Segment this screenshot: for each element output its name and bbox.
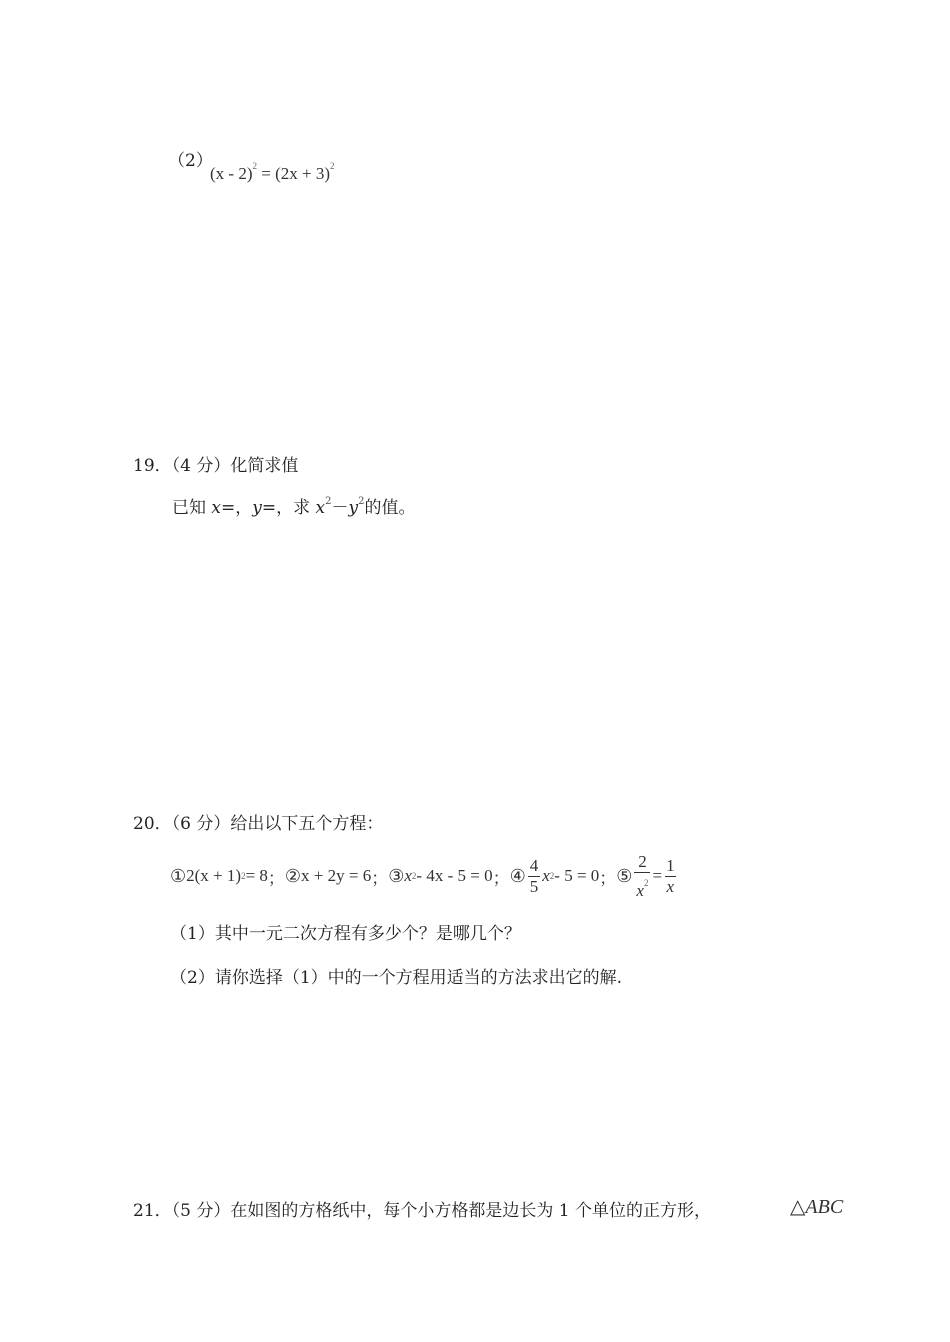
q18-lhs: (x - 2) xyxy=(210,164,253,183)
q19-expr-y: y xyxy=(348,498,359,518)
q21-heading xyxy=(133,1196,711,1221)
q21-text: （5 分）在如图的方格纸中，每个小方格都是边长为 1 个单位的正方形， xyxy=(171,1201,711,1221)
q21-triangle-abc: △ABC xyxy=(790,1196,844,1218)
q20-eq1-rhs: = 8 xyxy=(245,866,268,885)
q20-eq4-exponent: 2 xyxy=(549,871,555,881)
q20-equations-line xyxy=(170,850,679,902)
q19-body xyxy=(172,493,415,518)
q19-sep1: ， xyxy=(235,498,253,518)
q19-y-given: y= xyxy=(252,498,277,518)
q20-eq5-equals: = xyxy=(652,866,663,885)
q18-equals: = xyxy=(256,164,276,183)
q19-expr-minus: － xyxy=(331,498,349,518)
q20-semicolon-1: ； xyxy=(267,868,285,888)
q20-eq1: 2(x + 1) xyxy=(186,866,242,885)
q20-eq2: x + 2y = 6 xyxy=(301,866,372,885)
q20-heading xyxy=(133,809,383,834)
q18-rhs: (2x + 3) xyxy=(275,164,330,183)
q20-eq5-left-fraction xyxy=(634,852,650,901)
q20-eq4-x: x xyxy=(542,866,550,885)
q20-eq3-rest: - 4x - 5 = 0 xyxy=(416,866,493,885)
q20-eq3-x: x xyxy=(404,866,412,885)
q20-eq1-exponent: 2 xyxy=(241,871,246,881)
q20-eq5-mark: ⑤ xyxy=(616,865,633,886)
q18-lhs-exponent: 2 xyxy=(252,161,257,171)
q20-eq5-right-numerator: 1 xyxy=(666,855,675,875)
q20-eq4-rest: - 5 = 0 xyxy=(554,866,600,885)
q19-body-prefix: 已知 xyxy=(172,498,212,518)
q20-eq3-mark: ③ xyxy=(388,865,405,886)
q18-rhs-exponent: 2 xyxy=(330,161,335,171)
q19-sep2: ，求 xyxy=(276,498,316,518)
q19-x-given: x= xyxy=(211,498,236,518)
q20-number: 20． xyxy=(133,814,172,834)
q20-sub-question-1: （1）其中一元二次方程有多少个？是哪几个？ xyxy=(170,924,521,944)
q20-semicolon-3: ； xyxy=(492,868,510,888)
q20-eq5-right-fraction xyxy=(664,856,677,897)
q19-header: （4 分）化简求值 xyxy=(171,456,299,476)
q21-number: 21． xyxy=(133,1201,172,1221)
q19-number: 19． xyxy=(133,456,172,476)
q20-semicolon-2: ； xyxy=(371,868,389,888)
q20-header: （6 分）给出以下五个方程： xyxy=(171,814,384,834)
q20-eq5-right-denominator xyxy=(665,876,677,897)
q20-eq1-mark: ① xyxy=(170,865,187,886)
q20-eq5-right-den-x: x xyxy=(666,876,675,896)
q20-sub-question-2: （2）请你选择（1）中的一个方程用适当的方法求出它的解. xyxy=(170,968,623,988)
q20-eq4-denominator: 5 xyxy=(529,876,539,896)
q18-part2-label: （2） xyxy=(168,151,213,171)
q20-eq5-denominator xyxy=(634,872,650,901)
q19-heading xyxy=(133,451,298,476)
q20-eq3-exponent: 2 xyxy=(411,871,417,881)
q18-part2-equation xyxy=(210,161,335,184)
q20-eq2-mark: ② xyxy=(284,865,302,886)
q20-eq5-den-x: x xyxy=(636,880,644,900)
q20-eq4-fraction xyxy=(528,856,541,897)
q20-eq4-numerator: 4 xyxy=(529,855,539,875)
q19-expr-exp1: 2 xyxy=(325,496,332,507)
q20-eq5-den-exponent: 2 xyxy=(643,877,649,888)
q19-expr-exp2: 2 xyxy=(358,496,365,507)
q20-eq4-mark: ④ xyxy=(509,865,526,886)
q20-eq5-numerator: 2 xyxy=(638,851,647,871)
q19-expr-x: x xyxy=(315,498,326,518)
q19-body-suffix: 的值。 xyxy=(364,498,416,518)
q20-semicolon-4: ； xyxy=(599,868,617,888)
